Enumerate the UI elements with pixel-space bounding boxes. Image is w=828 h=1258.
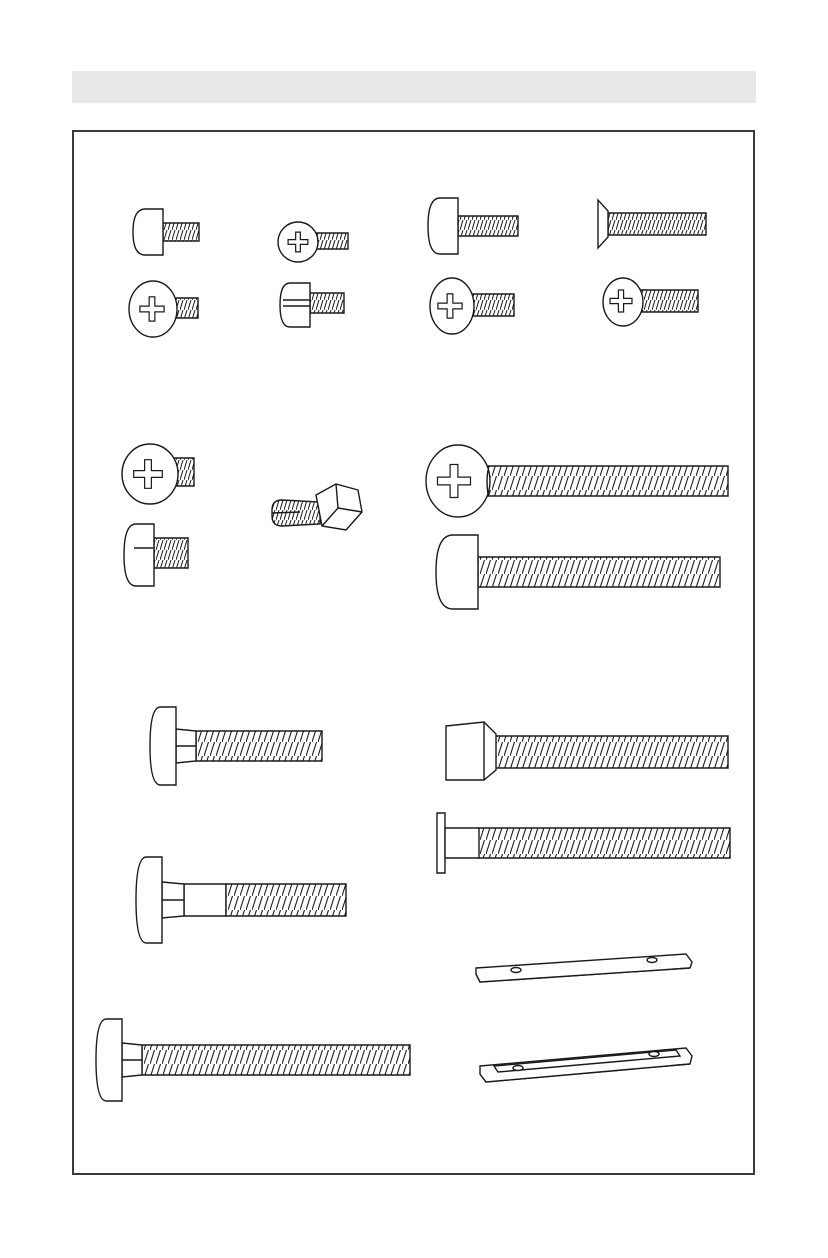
long-phillips-truss-bolt xyxy=(426,445,728,517)
channel-bracket-plate xyxy=(480,1048,692,1082)
pan-head-screw-side xyxy=(280,283,344,327)
t-head-bolt xyxy=(437,813,730,873)
hex-head-self-tapping-screw xyxy=(272,484,362,530)
phillips-truss-screw-small xyxy=(129,281,198,337)
square-head-bolt-tapered xyxy=(446,722,728,780)
carriage-bolt-short xyxy=(150,707,322,785)
truss-head-screw-medium xyxy=(428,198,518,254)
phillips-flat-head-screw xyxy=(603,278,698,326)
flat-bracket-plate xyxy=(476,954,692,982)
large-truss-head-screw xyxy=(124,524,188,586)
pan-head-phillips-screw xyxy=(278,222,348,262)
phillips-truss-screw-medium xyxy=(430,278,514,334)
long-truss-head-bolt xyxy=(436,535,720,609)
carriage-bolt-long xyxy=(96,1019,410,1101)
carriage-bolt-medium xyxy=(136,857,346,943)
large-phillips-pan-screw xyxy=(122,444,194,504)
flat-head-screw xyxy=(598,200,706,248)
truss-head-screw-small xyxy=(133,209,199,255)
